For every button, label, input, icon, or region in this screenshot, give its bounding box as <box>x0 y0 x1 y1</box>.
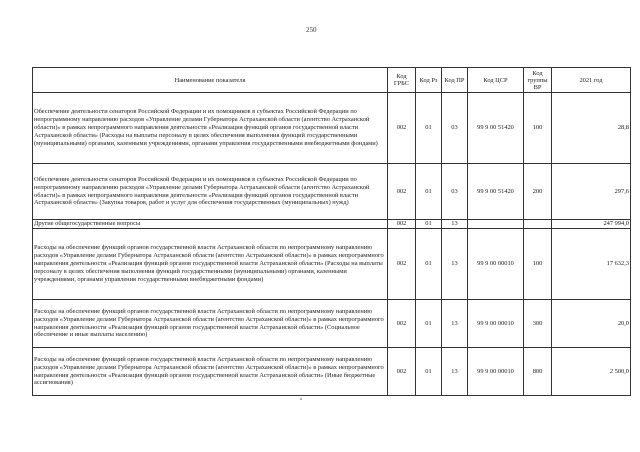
table-row <box>33 220 631 229</box>
row-grbs: 002 <box>388 300 416 348</box>
row-grbs: 002 <box>388 229 416 300</box>
scan-speck <box>300 398 302 400</box>
row-vr: 200 <box>524 164 552 220</box>
table-row <box>33 164 631 220</box>
row-grbs: 002 <box>388 164 416 220</box>
row-vr: 100 <box>524 93 552 164</box>
page-number: 250 <box>306 26 317 34</box>
row-vr: 800 <box>524 348 552 396</box>
row-pr: 13 <box>442 229 468 300</box>
row-name: Другие общегосударственные вопросы <box>33 220 388 229</box>
row-pr: 13 <box>442 348 468 396</box>
row-amount: 2 500,0 <box>552 348 631 396</box>
row-grbs: 002 <box>388 220 416 229</box>
table-row <box>33 93 631 164</box>
row-grbs: 002 <box>388 348 416 396</box>
row-csr: 99 9 00 00010 <box>468 229 524 300</box>
row-rz: 01 <box>416 93 442 164</box>
row-rz: 01 <box>416 220 442 229</box>
row-vr: 300 <box>524 300 552 348</box>
row-csr: 99 9 00 51420 <box>468 93 524 164</box>
row-csr: 99 9 00 00010 <box>468 300 524 348</box>
row-name: Расходы на обеспечение функций органов государственной власти Астраханской области по непрограммному направлению расходов «Управление делами Губернатора Астраханской области (агентство Астраханской области)» в рамках непрограммного направления деятельности «Реализация функций органов государственной власти Астраханской области» (Иные бюджетные ассигнования) <box>33 348 388 396</box>
row-rz: 01 <box>416 164 442 220</box>
row-vr: 100 <box>524 229 552 300</box>
header-grbs: Код ГРБС <box>388 68 416 93</box>
row-amount: 17 632,3 <box>552 229 631 300</box>
row-rz: 01 <box>416 348 442 396</box>
row-rz: 01 <box>416 229 442 300</box>
row-pr: 03 <box>442 164 468 220</box>
table-row <box>33 300 631 348</box>
row-amount: 247 994,0 <box>552 220 631 229</box>
row-amount: 20,0 <box>552 300 631 348</box>
row-rz: 01 <box>416 300 442 348</box>
row-pr: 03 <box>442 93 468 164</box>
header-vr: Код группы ВР <box>524 68 552 93</box>
row-csr: 99 9 00 00010 <box>468 348 524 396</box>
header-csr: Код ЦСР <box>468 68 524 93</box>
row-amount: 28,8 <box>552 93 631 164</box>
row-csr: 99 9 00 51420 <box>468 164 524 220</box>
row-name: Обеспечение деятельности сенаторов Российской Федерации и их помощников в субъектах Российской Федерации по непрограммному направлению расходов «Управление делами Губернатора Астраханской области (агентство Астраханской области)» в рамках непрограммного направления деятельности «Реализация функций органов государственной власти Астраханской области» (Расходы на выплаты персоналу в целях обеспечения выполнения функций государственными (муниципальными) органами, казенными учреждениями, органами управления государственными внебюджетными фондами) <box>33 93 388 164</box>
row-pr: 13 <box>442 220 468 229</box>
row-vr <box>524 220 552 229</box>
row-name: Расходы на обеспечение функций органов государственной власти Астраханской области по непрограммному направлению расходов «Управление делами Губернатора Астраханской области (агентство Астраханской области)» в рамках непрограммного направления деятельности «Реализация функций органов государственной власти Астраханской области» (Расходы на выплаты персоналу в целях обеспечения выполнения функций государственными (муниципальными) органами, казенными учреждениями, органами управления государственными внебюджетными фондами) <box>33 229 388 300</box>
header-name: Наименование показателя <box>33 68 388 93</box>
row-grbs: 002 <box>388 93 416 164</box>
budget-table <box>32 67 631 396</box>
row-csr <box>468 220 524 229</box>
table-row <box>33 348 631 396</box>
header-rz: Код Рз <box>416 68 442 93</box>
row-amount: 297,6 <box>552 164 631 220</box>
row-pr: 13 <box>442 300 468 348</box>
row-name: Расходы на обеспечение функций органов государственной власти Астраханской области по непрограммному направлению расходов «Управление делами Губернатора Астраханской области (агентство Астраханской области)» в рамках непрограммного направления деятельности «Реализация функций органов государственной власти Астраханской области» (Социальное обеспечение и иные выплаты населению) <box>33 300 388 348</box>
header-year: 2021 год <box>552 68 631 93</box>
table-row <box>33 229 631 300</box>
header-pr: Код ПР <box>442 68 468 93</box>
row-name: Обеспечение деятельности сенаторов Российской Федерации и их помощников в субъектах Российской Федерации по непрограммному направлению расходов «Управление делами Губернатора Астраханской области (агентство Астраханской области)» в рамках непрограммного направления деятельности «Реализация функций органов государственной власти Астраханской области» (Закупка товаров, работ и услуг для обеспечения государственных (муниципальных) нужд) <box>33 164 388 220</box>
table-header-row <box>33 68 631 93</box>
